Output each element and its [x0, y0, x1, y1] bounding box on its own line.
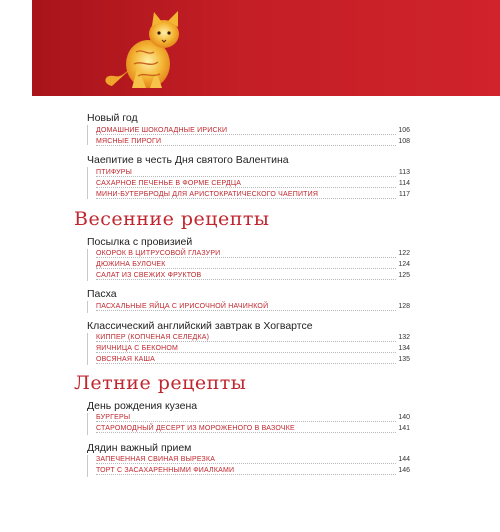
section-title: Летние рецепты	[74, 372, 247, 394]
page-number: 140	[398, 414, 410, 421]
toc-group-title: Классический английский завтрак в Хогвартсе	[87, 320, 313, 332]
toc-entry[interactable]: САХАРНОЕ ПЕЧЕНЬЕ В ФОРМЕ СЕРДЦА 114	[96, 180, 410, 187]
page-number: 125	[398, 272, 410, 279]
page-number: 134	[398, 345, 410, 352]
page-number: 124	[398, 261, 410, 268]
page-number: 117	[398, 191, 410, 198]
page-number: 146	[398, 467, 410, 474]
toc-group-title: Новый год	[87, 112, 138, 124]
page-number: 108	[398, 138, 410, 145]
page-number: 114	[398, 180, 410, 187]
toc-entry[interactable]: СТАРОМОДНЫЙ ДЕСЕРТ ИЗ МОРОЖЕНОГО В ВАЗОЧКЕ 141	[96, 425, 410, 432]
page-number: 135	[398, 356, 410, 363]
toc-group-title: Дядин важный прием	[87, 442, 192, 454]
toc-entry[interactable]: МИНИ-БУТЕРБРОДЫ ДЛЯ АРИСТОКРАТИЧЕСКОГО ЧАЕПИТИЯ 117	[96, 191, 410, 198]
toc-entry[interactable]: ТОРТ С ЗАСАХАРЕННЫМИ ФИАЛКАМИ 146	[96, 467, 410, 474]
page-number: 132	[398, 334, 410, 341]
toc-entry[interactable]: ОВСЯНАЯ КАША 135	[96, 356, 410, 363]
toc-entry[interactable]: ЗАПЕЧЕННАЯ СВИНАЯ ВЫРЕЗКА 144	[96, 456, 410, 463]
page-number: 122	[398, 250, 410, 257]
toc-group-title: День рождения кузена	[87, 400, 198, 412]
page-number: 128	[398, 303, 410, 310]
toc-group-title: Чаепитие в честь Дня святого Валентина	[87, 154, 289, 166]
toc-entry[interactable]: БУРГЕРЫ 140	[96, 414, 410, 421]
toc-entry[interactable]: ДЮЖИНА БУЛОЧЕК 124	[96, 261, 410, 268]
toc-entry[interactable]: ПТИФУРЫ 113	[96, 169, 410, 176]
toc-group-title: Пасха	[87, 288, 117, 300]
toc-entry[interactable]: ОКОРОК В ЦИТРУСОВОЙ ГЛАЗУРИ 122	[96, 250, 410, 257]
toc-entry[interactable]: САЛАТ ИЗ СВЕЖИХ ФРУКТОВ 125	[96, 272, 410, 279]
toc-entry[interactable]: ДОМАШНИЕ ШОКОЛАДНЫЕ ИРИСКИ 106	[96, 127, 410, 134]
page-number: 141	[398, 425, 410, 432]
toc-entry[interactable]: ПАСХАЛЬНЫЕ ЯЙЦА С ИРИСОЧНОЙ НАЧИНКОЙ 128	[96, 303, 410, 310]
page-number: 106	[398, 127, 410, 134]
toc-entry[interactable]: МЯСНЫЕ ПИРОГИ 108	[96, 138, 410, 145]
toc-entry[interactable]: КИППЕР (КОПЧЕНАЯ СЕЛЕДКА) 132	[96, 334, 410, 341]
toc-group-title: Посылка с провизией	[87, 236, 193, 248]
section-title: Весенние рецепты	[74, 208, 270, 230]
page-number: 144	[398, 456, 410, 463]
toc-entry[interactable]: ЯИЧНИЦА С БЕКОНОМ 134	[96, 345, 410, 352]
page-number: 113	[398, 169, 410, 176]
